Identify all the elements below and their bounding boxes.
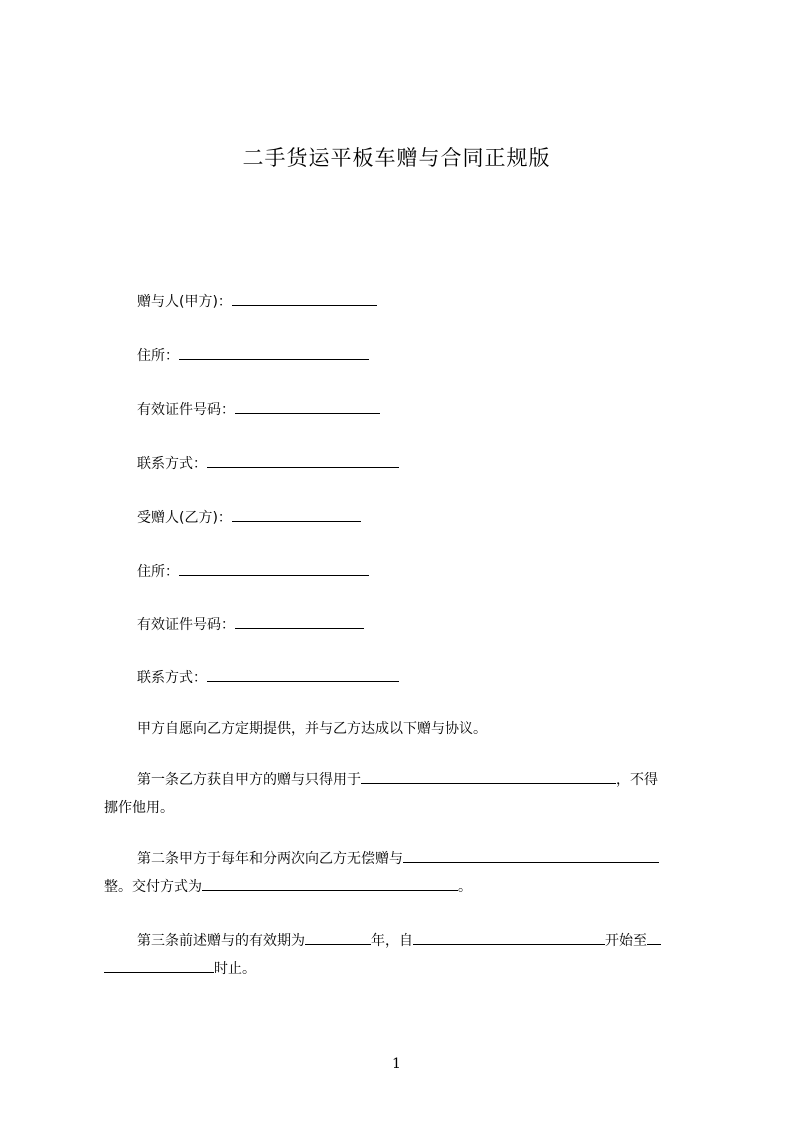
donor-address-blank[interactable]	[179, 344, 369, 360]
article-2-text-a: 第二条甲方于每年和分两次向乙方无偿赠与	[137, 851, 403, 867]
donor-address-label: 住所：	[137, 348, 179, 364]
article-3-end-blank-a[interactable]	[647, 929, 661, 945]
donor-contact-label: 联系方式：	[137, 456, 207, 472]
donor-address-line	[137, 344, 369, 365]
article-3-end-blank-b[interactable]	[104, 957, 214, 973]
donor-contact-blank[interactable]	[207, 452, 399, 468]
donor-id-line	[137, 398, 380, 419]
article-1-purpose-blank[interactable]	[361, 768, 616, 784]
article-2-text-b: 整。交付方式为	[104, 879, 202, 895]
article-3-text-b: 年，自	[371, 933, 413, 949]
article-2-amount-blank[interactable]	[403, 847, 659, 863]
article-3	[104, 927, 704, 983]
donee-contact-label: 联系方式：	[137, 670, 207, 686]
article-1-text-c: 挪作他用。	[104, 800, 174, 816]
article-1	[104, 766, 704, 822]
article-3-text-c: 开始至	[605, 933, 647, 949]
article-3-start-blank[interactable]	[413, 929, 605, 945]
donor-line	[137, 290, 377, 311]
article-2-delivery-blank[interactable]	[202, 875, 458, 891]
donee-label: 受赠人(乙方)：	[137, 510, 232, 526]
donee-id-blank[interactable]	[235, 613, 364, 629]
donor-contact-line	[137, 452, 399, 473]
article-3-text-a: 第三条前述赠与的有效期为	[137, 933, 305, 949]
donee-name-blank[interactable]	[232, 506, 361, 522]
article-3-years-blank[interactable]	[305, 929, 371, 945]
document-title: 二手货运平板车赠与合同正规版	[242, 146, 551, 170]
donee-address-label: 住所：	[137, 564, 179, 580]
donee-address-blank[interactable]	[179, 560, 369, 576]
page-number: 1	[392, 1056, 401, 1072]
donor-name-blank[interactable]	[232, 290, 377, 306]
intro-text: 甲方自愿向乙方定期提供，并与乙方达成以下赠与协议。	[137, 721, 487, 737]
article-2-text-c: 。	[458, 879, 472, 895]
article-3-text-d: 时止。	[214, 961, 256, 977]
donee-id-line	[137, 613, 364, 634]
article-2	[104, 845, 704, 901]
donee-line	[137, 506, 361, 527]
donee-contact-blank[interactable]	[207, 666, 399, 682]
article-1-text-b: ，不得	[616, 772, 658, 788]
donee-address-line	[137, 560, 369, 581]
donee-id-label: 有效证件号码：	[137, 617, 235, 633]
donee-contact-line	[137, 666, 399, 687]
article-1-text-a: 第一条乙方获自甲方的赠与只得用于	[137, 772, 361, 788]
donor-id-blank[interactable]	[235, 398, 380, 414]
donor-label: 赠与人(甲方)：	[137, 294, 232, 310]
donor-id-label: 有效证件号码：	[137, 402, 235, 418]
